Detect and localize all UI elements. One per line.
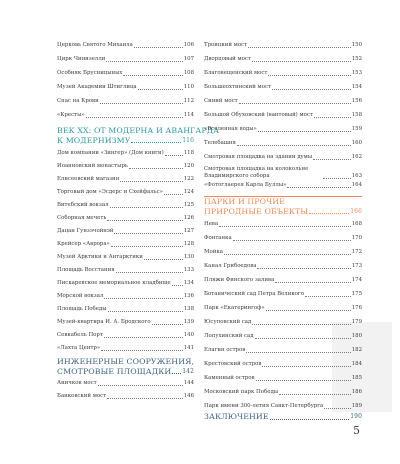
- section-title-line1: ВЕК XX: ОТ МОДЕРНА И АВАНГАРДА: [57, 126, 220, 135]
- toc-entry-title: Канал Грибоедова: [204, 263, 257, 269]
- toc-entry[interactable]: [57, 228, 194, 235]
- toc-entry-page: 168: [351, 221, 362, 227]
- toc-entry-page: 170: [351, 235, 362, 241]
- toc-entry[interactable]: [57, 163, 194, 170]
- dot-leader: [101, 350, 183, 351]
- dot-leader: [257, 268, 350, 269]
- section-page: 190: [350, 413, 362, 420]
- toc-entry-page: 172: [351, 249, 362, 255]
- dot-leader: [262, 366, 350, 367]
- toc-entry[interactable]: [204, 375, 362, 382]
- toc-entry-title: «Лахта Центр»: [57, 345, 101, 351]
- dot-leader: [172, 373, 181, 374]
- toc-entry[interactable]: [204, 389, 362, 396]
- toc-entry-title: Площадь Победы: [57, 306, 107, 312]
- toc-entry-page: 173: [351, 263, 362, 269]
- toc-entry-title: Аничков мост: [57, 380, 97, 386]
- toc-entry[interactable]: [204, 154, 362, 161]
- toc-entry[interactable]: [204, 347, 362, 354]
- toc-section-engineering[interactable]: [57, 357, 194, 376]
- toc-entry[interactable]: [204, 112, 362, 119]
- toc-entry-page: 175: [351, 291, 362, 297]
- toc-entry[interactable]: [204, 305, 362, 312]
- toc-entry-page: 152: [351, 56, 362, 62]
- section-title-line1: ПАРКИ И ПРОЧИЕ: [204, 197, 285, 206]
- toc-entry-page: 114: [183, 112, 194, 118]
- toc-entry-page: 124: [183, 189, 194, 195]
- toc-entry[interactable]: [204, 249, 362, 256]
- dot-leader: [86, 117, 183, 118]
- toc-entry-title: Телебашня: [204, 140, 236, 146]
- toc-entry-title: Благовещенский мост: [204, 70, 268, 76]
- toc-entry[interactable]: [204, 277, 362, 284]
- toc-entry-page: 180: [351, 333, 362, 339]
- toc-entry-title: Елисеевский магазин: [57, 176, 120, 182]
- toc-entry-page: 141: [183, 345, 194, 351]
- toc-entry-page: 140: [183, 332, 194, 338]
- dot-leader: [107, 220, 182, 221]
- toc-entry[interactable]: [204, 84, 362, 91]
- toc-entry-title: Витебский вокзал: [57, 202, 109, 208]
- toc-entry[interactable]: [204, 166, 362, 180]
- dot-leader: [224, 254, 351, 255]
- section-title-line2: СМОТРОВЫЕ ПЛОЩАДКИ: [57, 366, 172, 376]
- section-page: 142: [182, 367, 194, 375]
- dot-leader: [256, 380, 351, 381]
- toc-entry-title: Крестовский остров: [204, 361, 262, 367]
- dot-leader: [252, 61, 351, 62]
- toc-section-modern[interactable]: [57, 126, 220, 145]
- toc-entry-title: Фонтанка: [204, 235, 232, 241]
- toc-entry-title: Севкабель Порт: [57, 332, 103, 338]
- toc-entry-page: 126: [183, 215, 194, 221]
- toc-entry-title: Лопухинский сад: [204, 333, 254, 339]
- dot-leader: [270, 419, 350, 420]
- toc-entry-page: 189: [351, 403, 362, 409]
- toc-entry[interactable]: [204, 98, 362, 105]
- section-page: 166: [350, 207, 362, 215]
- toc-entry-title: Банковский мост: [57, 393, 107, 399]
- toc-entry-page: 118: [183, 150, 194, 156]
- dot-leader: [131, 142, 181, 143]
- toc-entry-title: «Фотоглаерея Карла Буллы»: [204, 182, 287, 188]
- dot-leader: [98, 385, 183, 386]
- toc-entry-page: 110: [183, 84, 194, 90]
- toc-entry-page: 174: [351, 277, 362, 283]
- toc-entry-title: Пляжи Финского залива: [204, 277, 275, 283]
- section-title-line2: ПРИРОДНЫЕ ОБЪЕКТЫ: [204, 206, 309, 216]
- toc-entry[interactable]: [204, 70, 362, 77]
- toc-entry[interactable]: [57, 189, 194, 196]
- toc-entry-title: Иоанновский монастырь: [57, 163, 128, 169]
- toc-entry[interactable]: [204, 182, 362, 189]
- toc-entry-page: 133: [183, 267, 194, 273]
- toc-entry-title: «Кресты»: [57, 112, 85, 118]
- dot-leader: [323, 178, 351, 179]
- dot-leader: [219, 226, 351, 227]
- toc-entry[interactable]: [57, 380, 194, 387]
- dot-leader: [164, 194, 183, 195]
- dot-leader: [110, 207, 183, 208]
- dot-leader: [258, 131, 351, 132]
- toc-entry[interactable]: [204, 235, 362, 242]
- toc-entry-title: «Вселенная воды»: [204, 126, 257, 132]
- dot-leader: [324, 408, 350, 409]
- dot-leader: [152, 324, 183, 325]
- toc-entry-page: 128: [183, 241, 194, 247]
- toc-entry-page: 139: [183, 319, 194, 325]
- toc-entry[interactable]: [204, 291, 362, 298]
- toc-entry[interactable]: [204, 221, 362, 228]
- toc-entry[interactable]: [204, 333, 362, 340]
- toc-entry[interactable]: [57, 98, 194, 105]
- dot-leader: [106, 61, 182, 62]
- toc-entry-title: Парк «Екатерингоф»: [204, 305, 265, 311]
- toc-entry-page: 156: [351, 98, 362, 104]
- toc-entry-title: Музей Академии Штиглица: [57, 84, 137, 90]
- toc-entry-page: 108: [183, 70, 194, 76]
- toc-section-conclusion[interactable]: [204, 412, 362, 422]
- toc-entry-title: Елагин остров: [204, 347, 246, 353]
- section-title-line1: ЗАКЛЮЧЕНИЕ: [204, 412, 269, 421]
- toc-entry-title: Торговый дом «Эсдерс и Схейфальс»: [57, 189, 163, 195]
- dot-leader: [275, 282, 350, 283]
- toc-entry-title: Мойка: [204, 249, 223, 255]
- toc-entry[interactable]: [204, 42, 362, 49]
- toc-entry-title: Дацан Гунзэчойнэй: [57, 228, 114, 234]
- toc-entry-title: Троицкий мост: [204, 42, 248, 48]
- toc-entry-title: Ботанический сад Петра Великого: [204, 291, 305, 297]
- toc-entry-page: 153: [351, 70, 362, 76]
- toc-entry-title: Московский парк Победы: [204, 389, 279, 395]
- toc-section-parks[interactable]: [204, 196, 362, 216]
- dot-leader: [104, 298, 182, 299]
- toc-entry[interactable]: [57, 202, 194, 209]
- dot-leader: [111, 246, 183, 247]
- toc-entry[interactable]: [57, 254, 194, 261]
- toc-entry[interactable]: [57, 319, 194, 326]
- toc-entry-page: 185: [351, 375, 362, 381]
- toc-entry-title: Пискаревское мемориальное кладбище: [57, 280, 171, 286]
- toc-entry[interactable]: [57, 176, 194, 183]
- dot-leader: [305, 296, 351, 297]
- dot-leader: [287, 187, 350, 188]
- dot-leader: [246, 352, 350, 353]
- toc-entry[interactable]: [57, 112, 194, 119]
- toc-entry-page: 112: [183, 98, 194, 104]
- toc-entry-title: Юсуповский сад: [204, 319, 252, 325]
- section-title-line2: К МОДЕРНИЗМУ: [57, 135, 131, 145]
- toc-entry[interactable]: [57, 306, 194, 313]
- toc-entry-page: 136: [183, 293, 194, 299]
- dot-leader: [165, 155, 183, 156]
- toc-entry-page: 163: [351, 173, 362, 180]
- toc-entry[interactable]: [204, 361, 362, 368]
- page-number: 5: [353, 424, 360, 437]
- dot-leader: [104, 337, 183, 338]
- toc-entry-page: 164: [351, 182, 362, 188]
- toc-entry-title: Крейсер «Аврора»: [57, 241, 110, 247]
- dot-leader: [116, 272, 183, 273]
- dot-leader: [107, 398, 183, 399]
- dot-leader: [313, 159, 351, 160]
- toc-entry[interactable]: [57, 280, 194, 287]
- dot-leader: [314, 117, 351, 118]
- dot-leader: [233, 240, 351, 241]
- toc-entry[interactable]: [57, 150, 194, 157]
- dot-leader: [120, 181, 182, 182]
- toc-entry[interactable]: [204, 56, 362, 63]
- toc-entry[interactable]: [57, 267, 194, 274]
- toc-entry-title: Церковь Святого Михаила: [57, 42, 133, 48]
- toc-entry[interactable]: [57, 70, 194, 77]
- toc-entry-title: Смотровая площадка на здании думы: [204, 154, 313, 160]
- dot-leader: [255, 338, 351, 339]
- toc-entry[interactable]: [57, 42, 194, 49]
- toc-entry[interactable]: [57, 215, 194, 222]
- dot-leader: [172, 285, 183, 286]
- toc-entry-page: 144: [183, 380, 194, 386]
- toc-entry[interactable]: [204, 126, 362, 133]
- toc-entry-title: Музей-квартира И. А. Бродского: [57, 319, 151, 325]
- toc-entry[interactable]: [57, 293, 194, 300]
- toc-entry-page: 162: [351, 154, 362, 160]
- dot-leader: [138, 89, 183, 90]
- toc-entry-page: 158: [351, 112, 362, 118]
- toc-entry-page: 127: [183, 228, 194, 234]
- toc-entry[interactable]: [57, 56, 194, 63]
- dot-leader: [279, 394, 351, 395]
- toc-entry-title: Музей Арктики и Антарктики: [57, 254, 143, 260]
- toc-entry-title: Синий мост: [204, 98, 238, 104]
- section-title-line1: ИНЖЕНЕРНЫЕ СООРУЖЕНИЯ,: [57, 357, 195, 366]
- toc-entry-title: Большеохтинский мост: [204, 84, 271, 90]
- toc-entry-page: 122: [183, 176, 194, 182]
- toc-entry-page: 146: [183, 393, 194, 399]
- toc-entry-page: 159: [351, 126, 362, 132]
- toc-entry[interactable]: [204, 403, 362, 410]
- toc-entry-title: Дворцовый мост: [204, 56, 251, 62]
- toc-entry-title: Нева: [204, 221, 219, 227]
- dot-leader: [272, 89, 351, 90]
- toc-entry-page: 130: [183, 254, 194, 260]
- toc-entry-page: 138: [183, 306, 194, 312]
- section-page: 116: [182, 136, 194, 144]
- dot-leader: [100, 103, 183, 104]
- toc-entry[interactable]: [204, 319, 362, 326]
- toc-entry-page: 182: [351, 347, 362, 353]
- toc-entry-page: 160: [351, 140, 362, 146]
- toc-entry-title: Соборная мечеть: [57, 215, 107, 221]
- toc-entry[interactable]: [57, 393, 194, 400]
- toc-entry-page: 134: [183, 280, 194, 286]
- toc-entry-title: Площадь Восстания: [57, 267, 115, 273]
- toc-entry-title: Каменный остров: [204, 375, 255, 381]
- toc-entry-title: Морской вокзал: [57, 293, 104, 299]
- toc-entry[interactable]: [204, 263, 362, 270]
- dot-leader: [309, 213, 349, 214]
- toc-entry-title: Большой Обуховский (вантовый) мост: [204, 112, 313, 118]
- dot-leader: [237, 145, 351, 146]
- toc-entry[interactable]: [57, 241, 194, 248]
- toc-entry[interactable]: [57, 345, 194, 352]
- toc-entry-title: Спас на Крови: [57, 98, 99, 104]
- dot-leader: [123, 75, 182, 76]
- toc-entry-title: Дом компании «Зингер» (Дом книги): [57, 150, 164, 156]
- dot-leader: [252, 324, 350, 325]
- toc-entry[interactable]: [204, 140, 362, 147]
- toc-entry-page: 106: [183, 42, 194, 48]
- dot-leader: [108, 311, 183, 312]
- toc-entry[interactable]: [57, 84, 194, 91]
- toc-entry-page: 107: [183, 56, 194, 62]
- toc-entry-page: 184: [351, 361, 362, 367]
- dot-leader: [266, 310, 351, 311]
- toc-entry-page: 125: [183, 202, 194, 208]
- toc-entry-title: Цирк Чинизелли: [57, 56, 106, 62]
- toc-entry[interactable]: [57, 332, 194, 339]
- toc-entry-page: 186: [351, 389, 362, 395]
- dot-leader: [129, 168, 183, 169]
- dot-leader: [268, 75, 350, 76]
- toc-entry-page: 179: [351, 319, 362, 325]
- dot-leader: [239, 103, 351, 104]
- toc-entry-page: 154: [351, 84, 362, 90]
- toc-entry-title: Парк имени 300-летия Санкт-Петербурга: [204, 403, 324, 409]
- toc-entry-page: 150: [351, 42, 362, 48]
- dot-leader: [114, 233, 182, 234]
- dot-leader: [134, 47, 183, 48]
- toc-entry-page: 176: [351, 305, 362, 311]
- toc-entry-title: Особняк Брусницыных: [57, 70, 123, 76]
- dot-leader: [248, 47, 351, 48]
- toc-entry-page: 120: [183, 163, 194, 169]
- toc-entry-title: Смотровая площадка на колокольне Владимирского собора: [204, 166, 309, 180]
- dot-leader: [144, 259, 183, 260]
